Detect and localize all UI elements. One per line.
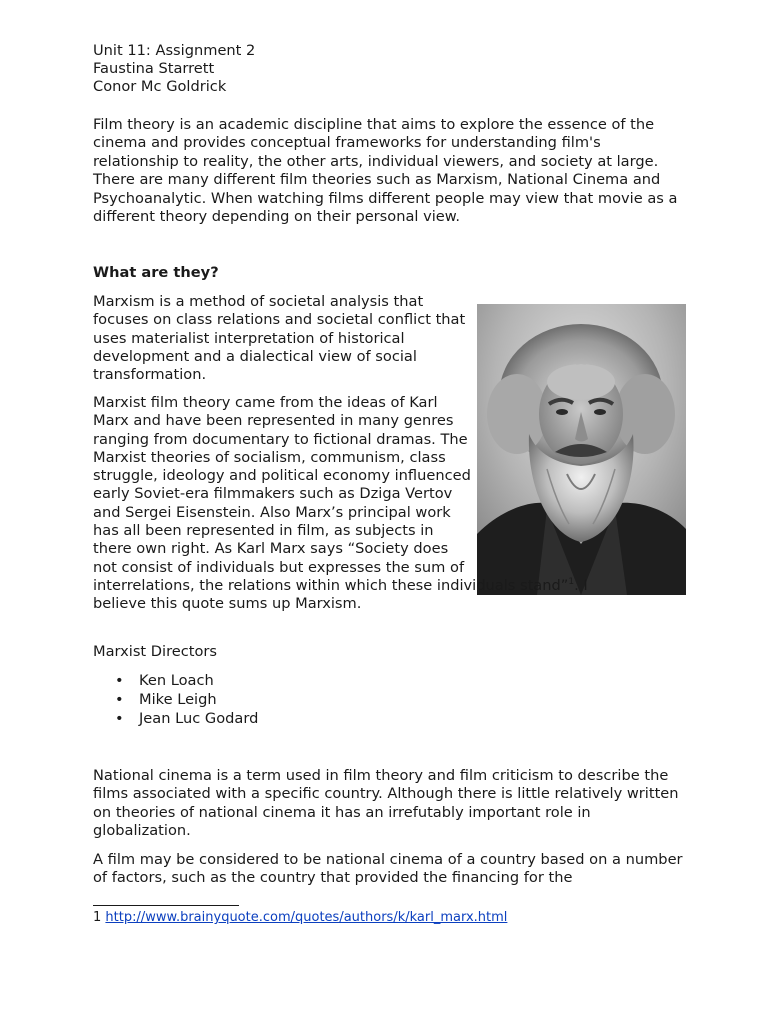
national-cinema-paragraph-1: National cinema is a term used in film theory and film criticism to describe the films associated with a specific country. Although there is little relatively written on theories of national cinema it has an irrefutably important role in globalization. <box>93 767 679 840</box>
footnote-number: 1 <box>93 910 102 925</box>
list-item <box>93 671 258 690</box>
section-heading: What are they? <box>93 264 219 281</box>
bullet-icon: • <box>115 691 124 708</box>
marxism-paragraph-1: Marxism is a method of societal analysis that focuses on class relations and societal conflict that uses materialist interpretation of historical development and a dialectical view of social transformation. <box>93 293 466 384</box>
list-item <box>93 709 258 728</box>
bullet-icon: • <box>115 672 124 689</box>
list-item <box>93 690 258 709</box>
footnote-link[interactable]: http://www.brainyquote.com/quotes/authors/k/karl_marx.html <box>105 910 508 925</box>
national-cinema-paragraph-2: A film may be considered to be national cinema of a country based on a number of factors, such as the country that provided the financing for the <box>93 851 683 887</box>
footnote-separator <box>93 905 239 906</box>
intro-paragraph: Film theory is an academic discipline that aims to explore the essence of the cinema and provides conceptual frameworks for understanding film's relationship to reality, the other arts, individual viewers, and society at large. There are many different film theories such as Marxism, National Cinema and Psychoanalytic. When watching films different people may view that movie as a different theory depending on their personal view. <box>93 116 678 226</box>
assignment-title: Unit 11: Assignment 2 <box>93 42 256 59</box>
directors-list <box>93 671 258 728</box>
director-name: Jean Luc Godard <box>139 710 259 727</box>
director-name: Ken Loach <box>139 672 214 689</box>
directors-title: Marxist Directors <box>93 643 218 660</box>
marxism-paragraph-2 <box>93 394 633 614</box>
author-name-2: Conor Mc Goldrick <box>93 78 227 95</box>
document-page <box>93 0 693 1024</box>
quote-continuation: interrelations, the relations within which these individuals stand” <box>93 576 569 594</box>
footnote <box>93 909 507 927</box>
author-name-1: Faustina Starrett <box>93 60 215 77</box>
document-header <box>93 42 255 96</box>
director-name: Mike Leigh <box>139 691 217 708</box>
marxism-paragraph-2-text: Marxist film theory came from the ideas of Karl Marx and have been represented in many genres ranging from documentary to fictional dramas. The Marxist theories of socialism, communism, class struggle, ideology and political economy influenced early Soviet-era filmmakers such as Dziga Vertov and Sergei Eisenstein. Also Marx’s principal work has all been represented in film, as subjects in there own right. As Karl Marx says “Society does not consist of individuals but expresses the sum of <box>93 394 471 576</box>
bullet-icon: • <box>115 710 124 727</box>
footnote-reference[interactable]: 1 <box>568 576 575 587</box>
quote-conclusion: . I believe this quote sums up Marxism. <box>93 576 588 613</box>
